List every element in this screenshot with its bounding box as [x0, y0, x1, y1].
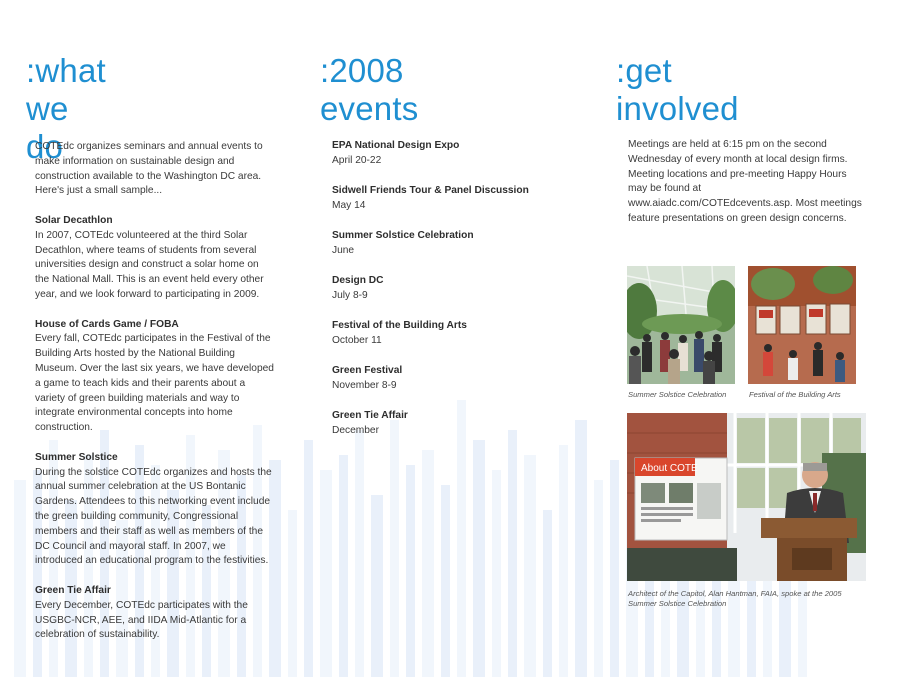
background-bar [508, 430, 517, 677]
event-item [332, 363, 572, 393]
section-green-tie [35, 584, 275, 643]
section-body: Every fall, COTEdc participates in the Festival of the Building Arts hosted by the National Building Museum. Over the last six years, we have developed a game to teach kids and their parents about a variety of green building materials and way to integrate environmental concepts into home construction. [35, 333, 274, 434]
section-title: House of Cards Game / FOBA [35, 318, 179, 330]
summer-solstice-photo [627, 266, 735, 384]
event-name: Summer Solstice Celebration [332, 230, 474, 241]
background-bar [355, 430, 364, 677]
event-date: May 14 [332, 200, 366, 211]
event-date: November 8-9 [332, 380, 397, 391]
section-title: Green Tie Affair [35, 584, 111, 596]
event-name: Sidwell Friends Tour & Panel Discussion [332, 185, 529, 196]
background-bar [543, 510, 552, 677]
background-bar [594, 480, 603, 677]
background-bar [473, 440, 485, 677]
background-bar [371, 495, 383, 677]
event-name: Green Tie Affair [332, 410, 408, 421]
event-item [332, 408, 572, 438]
festival-building-arts-photo [748, 266, 856, 384]
section-body: Every December, COTEdc participates with the USGBC-NCR, AEE, and IIDA Mid-Atlantic for a celebration of sustainability. [35, 599, 248, 641]
background-bar [288, 510, 297, 677]
architect-caption: Architect of the Capitol, Alan Hantman, FAIA, spoke at the 2005 Summer Solstice Celebration [628, 589, 842, 608]
background-bar [339, 455, 348, 677]
section-body: In 2007, COTEdc volunteered at the third Solar Decathlon, where teams of students from several universities design and construct a solar home on the National Mall. This is an event held every other year, and we look forward to participating in 2009. [35, 229, 264, 300]
section-title: Summer Solstice [35, 451, 118, 463]
section-solar-decathlon [35, 214, 275, 303]
section-house-of-cards [35, 318, 275, 436]
background-bar [610, 460, 619, 677]
what-we-do-heading: :what we do [26, 52, 106, 165]
event-name: Green Festival [332, 365, 403, 376]
event-item [332, 273, 572, 303]
event-name: Design DC [332, 275, 384, 286]
sign-title: About COTE [641, 463, 698, 474]
event-item [332, 318, 572, 348]
event-date: April 20-22 [332, 155, 382, 166]
get-involved-heading: :get involved [616, 52, 739, 127]
meetings-paragraph: Meetings are held at 6:15 pm on the second Wednesday of every month at local design firms. Meeting locations and pre-meeting Happy Hours may be found at www.aiadc.com/COTEdcevents.asp. Most meetings feature presentations on green design concerns. [628, 139, 862, 224]
what-we-do-content [35, 140, 280, 658]
summer-solstice-caption: Summer Solstice Celebration [628, 390, 727, 399]
section-summer-solstice [35, 451, 275, 569]
event-item [332, 138, 572, 168]
background-bar [575, 420, 587, 677]
section-title: Solar Decathlon [35, 214, 113, 226]
background-bar [559, 445, 568, 677]
intro-paragraph: COTEdc organizes seminars and annual events to make information on sustainable design and construction available to the Washington DC area. Here's just a small sample... [35, 141, 263, 197]
event-date: October 11 [332, 335, 382, 346]
events-list [332, 138, 572, 453]
event-name: EPA National Design Expo [332, 140, 460, 151]
background-bar [14, 480, 26, 677]
event-name: Festival of the Building Arts [332, 320, 467, 331]
section-body: During the solstice COTEdc organizes and hosts the annual summer celebration at the US Bontanic Gardens. Attendees to this networking event include the green building community, Congressional members and their staff as well as members of the DC Council and mayoral staff. In 2007, we introduced an educational program to the festivities. [35, 466, 272, 567]
event-date: June [332, 245, 355, 256]
festival-building-arts-caption: Festival of the Building Arts [749, 390, 841, 399]
background-bar [390, 420, 399, 677]
background-bar [492, 470, 501, 677]
background-bar [441, 485, 450, 677]
event-item [332, 183, 572, 213]
event-date: December [332, 425, 379, 436]
architect-podium-photo [627, 413, 866, 581]
background-bar [524, 455, 536, 677]
event-date: July 8-9 [332, 290, 368, 301]
events-heading: :2008 events [320, 52, 419, 127]
event-item [332, 228, 572, 258]
background-bar [304, 440, 313, 677]
background-bar [320, 470, 332, 677]
background-bar [422, 450, 434, 677]
background-bar [406, 465, 415, 677]
